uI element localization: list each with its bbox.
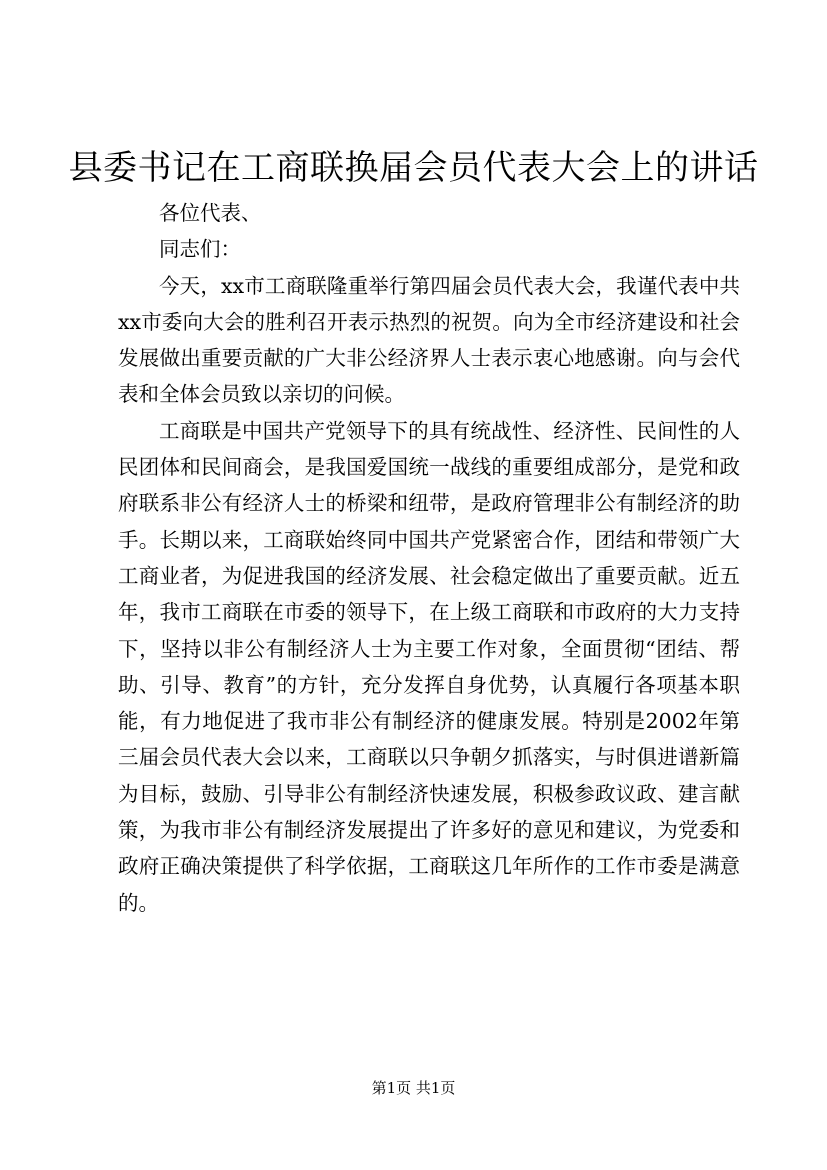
paragraph-main: 工商联是中国共产党领导下的具有统战性、经济性、民间性的人民团体和民间商会，是我国爱国统一战线的重要组成部分，是党和政府联系非公有经济人士的桥梁和纽带，是政府管理非公有制经济的助手。长期以来，工商联始终同中国共产党紧密合作，团结和带领广大工商业者，为促进我国的经济发展、社会稳定做出了重要贡献。近五年，我市工商联在市委的领导下，在上级工商联和市政府的大力支持下，坚持以非公有制经济人士为主要工作对象，全面贯彻“团结、帮助、引导、教育”的方针，充分发挥自身优势，认真履行各项基本职能，有力地促进了我市非公有制经济的健康发展。特别是2002年第三届会员代表大会以来，工商联以只争朝夕抓落实，与时俱进谱新篇为目标，鼓励、引导非公有制经济快速发展，积极参政议政、建言献策，为我市非公有制经济发展提出了许多好的意见和建议，为党委和政府正确决策提供了科学依据，工商联这几年所作的工作市委是满意的。 xyxy=(118,418,740,915)
paragraph-opening: 今天，xx市工商联隆重举行第四届会员代表大会，我谨代表中共xx市委向大会的胜利召开表示热烈的祝贺。向为全市经济建设和社会发展做出重要贡献的广大非公经济界人士表示衷心地感谢。向与会代表和全体会员致以亲切的问候。 xyxy=(118,273,740,407)
page-number-footer: 第1页 共1页 xyxy=(371,1079,456,1097)
salutation-line-2: 同志们： xyxy=(159,237,241,262)
document-body xyxy=(118,195,740,921)
salutation-line-1: 各位代表、 xyxy=(159,201,262,225)
document-title: 县委书记在工商联换届会员代表大会上的讲话 xyxy=(68,148,759,188)
